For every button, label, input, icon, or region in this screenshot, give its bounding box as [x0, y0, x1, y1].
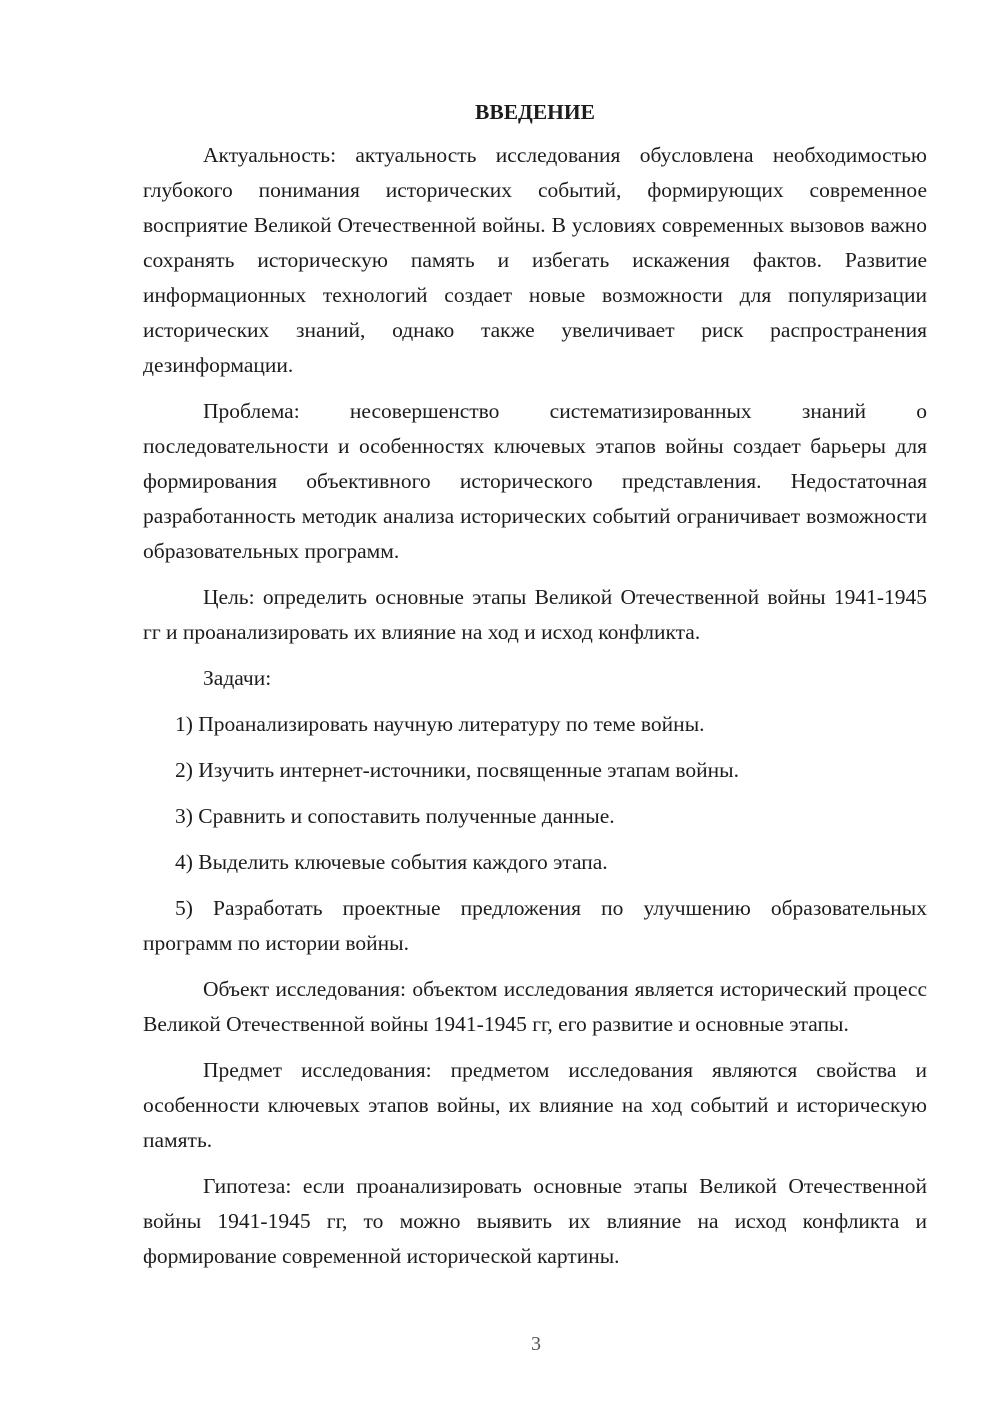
task-item-4: 4) Выделить ключевые события каждого этапа. — [175, 850, 608, 874]
page-number: 3 — [531, 1333, 541, 1355]
task-item-5: 5) Разработать проектные предложения по улучшению образовательных программ по истории войны. — [143, 896, 927, 955]
document-title: ВВЕДЕНИЕ — [475, 100, 595, 124]
tasks-heading: Задачи: — [203, 666, 272, 690]
relevance-paragraph: Актуальность: актуальность исследования обусловлена необходимостью глубокого понимания исторических событий, формирующих современное восприятие Великой Отечественной войны. В условиях современных вызовов важно сохранять историческую память и избегать искажения фактов. Развитие информационных технологий создает новые возможности для популяризации исторических знаний, однако также увеличивает риск распространения дезинформации. — [143, 143, 927, 377]
object-paragraph: Объект исследования: объектом исследования является исторический процесс Великой Отечественной войны 1941-1945 гг, его развитие и основные этапы. — [143, 977, 927, 1036]
goal-paragraph: Цель: определить основные этапы Великой Отечественной войны 1941-1945 гг и проанализировать их влияние на ход и исход конфликта. — [143, 585, 927, 644]
subject-paragraph: Предмет исследования: предметом исследования являются свойства и особенности ключевых этапов войны, их влияние на ход событий и историческую память. — [143, 1058, 927, 1152]
task-item-2: 2) Изучить интернет-источники, посвященные этапам войны. — [175, 758, 740, 782]
hypothesis-paragraph: Гипотеза: если проанализировать основные этапы Великой Отечественной войны 1941-1945 гг, то можно выявить их влияние на исход конфликта и формирование современной исторической картины. — [143, 1174, 927, 1268]
problem-paragraph: Проблема: несовершенство систематизированных знаний о последовательности и особенностях ключевых этапов войны создает барьеры для формирования объективного исторического представления. Недостаточная разработанность методик анализа исторических событий ограничивает возможности образовательных программ. — [143, 399, 927, 563]
document-body — [143, 96, 927, 1285]
task-item-3: 3) Сравнить и сопоставить полученные данные. — [175, 804, 615, 828]
task-item-1: 1) Проанализировать научную литературу по теме войны. — [175, 712, 705, 736]
